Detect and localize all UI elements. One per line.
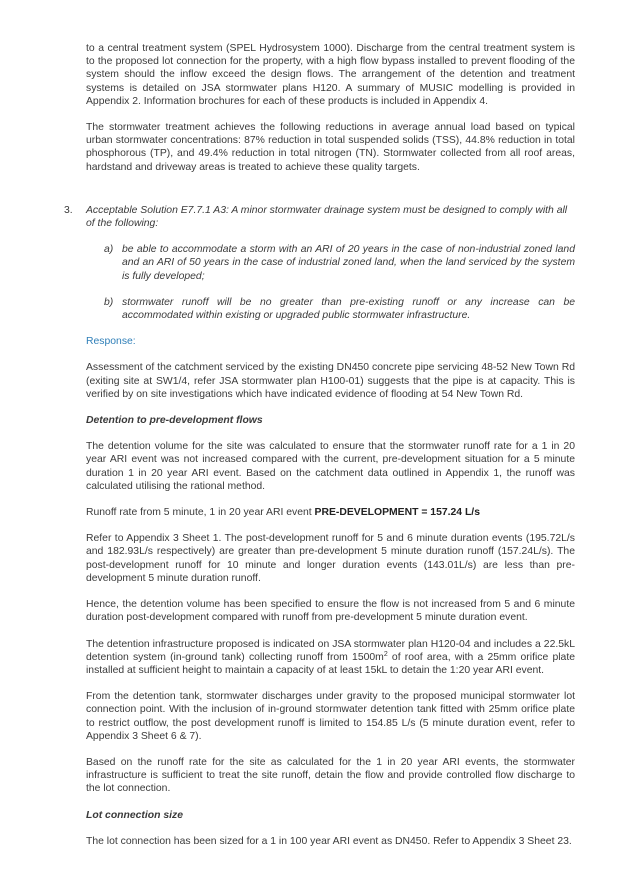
- criterion-item-b: [104, 296, 575, 322]
- runoff-rate-line: [86, 506, 575, 519]
- section-heading-lot-connection: Lot connection size: [86, 809, 183, 821]
- runoff-rate-value: PRE-DEVELOPMENT = 157.24 L/s: [314, 507, 480, 519]
- response-paragraph-6: From the detention tank, stormwater discharges under gravity to the proposed municipal stormwater lot connection point. With the inclusion of in-ground stormwater detention tank fitted with 25mm orifice plate to restrict outflow, the post development runoff is limited to 154.85 L/s (5 minute duration event, refer to Appendix 3 Sheet 6 & 7).: [86, 691, 575, 742]
- intro-paragraph-2: The stormwater treatment achieves the following reductions in average annual load based on typical urban stormwater concentrations: 87% reduction in total suspended solids (TSS), 44.8% reduction in total phosphorous (TP), and 49.4% reduction in total nitrogen (TN). Stormwater collected from all roof areas, hardstand and driveway areas is treated to achieve these quality targets.: [86, 122, 575, 173]
- section-heading-detention: Detention to pre-development flows: [86, 415, 263, 427]
- criterion-item-a: [104, 243, 575, 283]
- response-label: Response:: [86, 336, 136, 348]
- superscript-2: 2: [383, 650, 388, 658]
- response-paragraph-1: Assessment of the catchment serviced by the existing DN450 concrete pipe servicing 48-52 New Town Rd (exiting site at SW1/4, refer JSA stormwater plan H100-01) suggests that the pipe is at capacity. This is verified by on site investigations which have indicated evidence of flooding at 54 New Town Rd.: [86, 362, 575, 400]
- response-paragraph-7: Based on the runoff rate for the site as calculated for the 1 in 20 year ARI events, the stormwater infrastructure is sufficient to treat the site runoff, detain the flow and provide controlled flow discharge to the lot connection.: [86, 756, 575, 795]
- response-paragraph-3: Refer to Appendix 3 Sheet 1. The post-development runoff for 5 and 6 minute duration events (195.72L/s and 182.93L/s respectively) are greater than pre-development 5 minute duration runoff (157.24L/s). The post-development runoff for 10 minute and longer duration events (143.01L/s) are less than pre-development 5 minute duration runoff.: [86, 533, 575, 584]
- criterion-text: Acceptable Solution E7.7.1 A3: A minor stormwater drainage system must be designed to comply with all of the following:: [86, 204, 568, 230]
- runoff-rate-label: Runoff rate from 5 minute, 1 in 20 year ARI event: [86, 507, 315, 519]
- response-paragraph-8: The lot connection has been sized for a 1 in 100 year ARI event as DN450. Refer to Appendix 3 Sheet 23.: [86, 835, 572, 847]
- criterion-item-label: a): [104, 244, 114, 256]
- criterion-number: 3.: [64, 204, 73, 216]
- response-paragraph-5: [86, 638, 575, 678]
- response-paragraph-5-part-a: The detention infrastructure proposed is indicated on JSA stormwater plan H120-04 and includes a 22.5kL detention system (in-ground tank) collecting runoff from 1500m: [86, 638, 575, 663]
- response-paragraph-4: Hence, the detention volume has been specified to ensure the flow is not increased from 5 and 6 minute duration post-development compared with runoff from pre-development 5 minute duration event.: [86, 599, 575, 624]
- response-paragraph-5-part-b: of roof area, with a 25mm orifice plate installed at sufficient height to maintain a capacity of at least 15kL to detain the 1:20 year ARI event.: [86, 651, 575, 676]
- response-paragraph-2: The detention volume for the site was calculated to ensure that the stormwater runoff rate for a 1 in 20 year ARI event was not increased compared with the current, pre-development situation for a 5 minute duration 1 in 20 year ARI event. Based on the catchment data outlined in Appendix 1, the runoff was calculated utilising the rational method.: [86, 441, 575, 492]
- criterion-block: [64, 204, 575, 230]
- document-page: [64, 42, 575, 861]
- intro-paragraph-1: to a central treatment system (SPEL Hydrosystem 1000). Discharge from the central treatment system is to the proposed lot connection for the property, with a high flow bypass installed to prevent flooding of the system should the inflow exceed the design flows. The arrangement of the detention and treatment systems is detailed on JSA stormwater plans H120. A summary of MUSIC modelling is provided in Appendix 2. Information brochures for each of these products is included in Appendix 4.: [86, 43, 575, 107]
- criterion-item-text: be able to accommodate a storm with an ARI of 20 years in the case of non-industrial zoned land and an ARI of 50 years in the case of industrial zoned land, when the land serviced by the system is fully developed;: [122, 244, 575, 282]
- criterion-item-label: b): [104, 296, 114, 308]
- criterion-item-text: stormwater runoff will be no greater than pre-existing runoff or any increase can be accommodated within existing or upgraded public stormwater infrastructure.: [122, 296, 575, 322]
